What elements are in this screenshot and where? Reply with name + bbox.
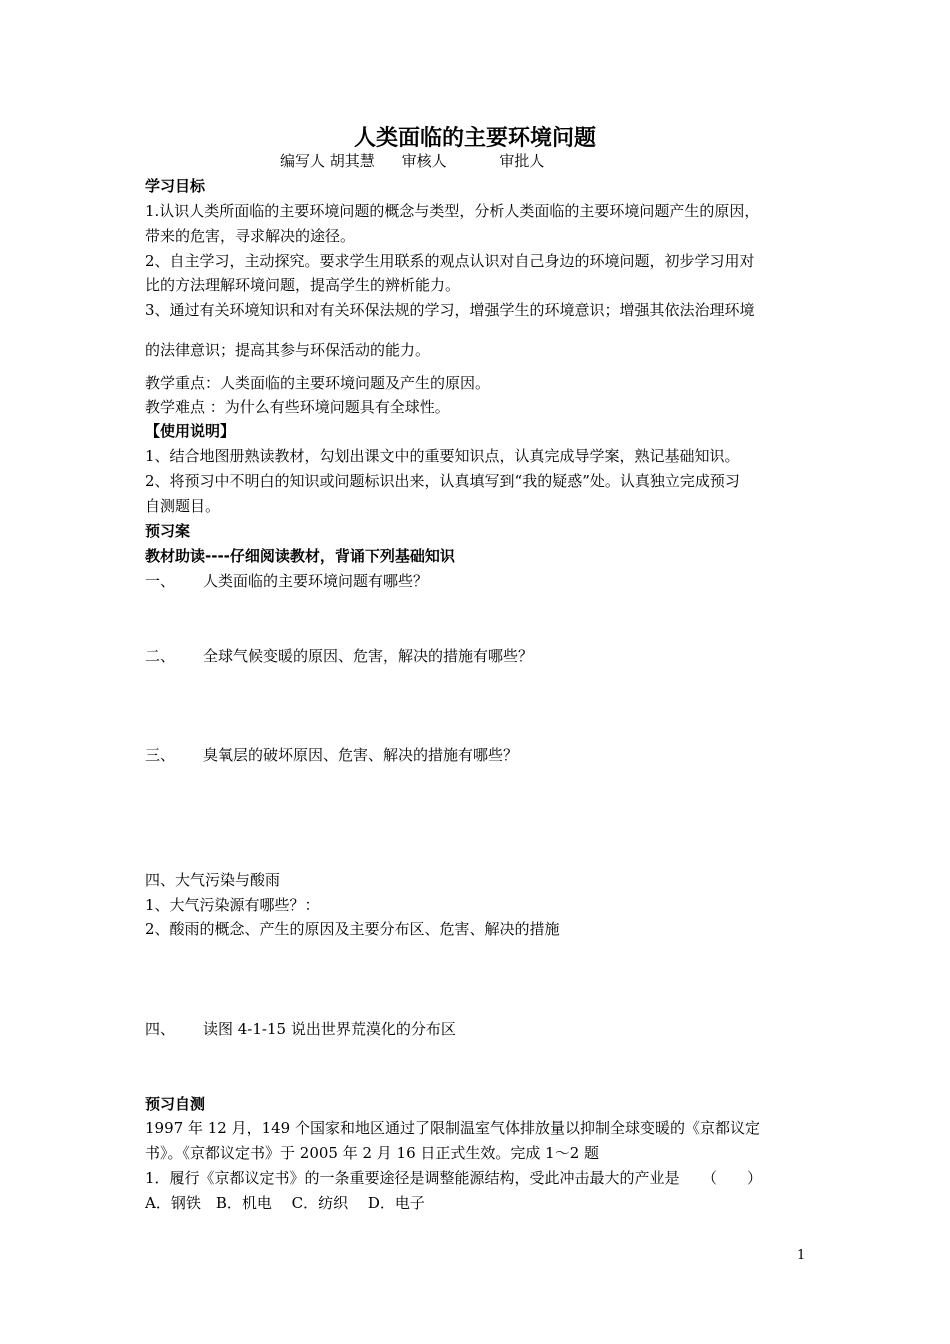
goal-1-line-1: 1.认识人类所面临的主要环境问题的概念与类型，分析人类面临的主要环境问题产生的原因， (145, 202, 760, 220)
preview-subheading: 教材助读----仔细阅读教材，背诵下列基础知识 (145, 547, 455, 565)
teaching-difficulty: 教学难点 ：为什么有些环境问题具有全球性。 (145, 398, 450, 416)
question-3-number: 三、 (145, 746, 176, 764)
question-3 (145, 745, 518, 765)
preview-heading: 预习案 (145, 522, 191, 540)
approver-label: 审批人 (499, 152, 545, 170)
question-4-1: 1、大气污染源有哪些？： (145, 896, 320, 914)
selftest-question-1: 1．履行《京都议定书》的一条重要途径是调整能源结构，受此冲击最大的产业是 （ ） (145, 1169, 763, 1187)
selftest-intro-line-1: 1997 年 12 月，149 个国家和地区通过了限制温室气体排放量以抑制全球变暖的《京都议定 (145, 1119, 760, 1137)
question-2 (145, 646, 533, 666)
question-5-text: 读图 4-1-15 说出世界荒漠化的分布区 (203, 1020, 456, 1038)
goal-3-line-1: 3、通过有关环境知识和对有关环保法规的学习，增强学生的环境意识；增强其依法治理环境 (145, 301, 755, 319)
goals-heading: 学习目标 (145, 177, 206, 195)
usage-1: 1、结合地图册熟读教材，勾划出课文中的重要知识点，认真完成导学案，熟记基础知识。 (145, 447, 740, 465)
selftest-question-1-options: A．钢铁 B．机电 C．纺织 D．电子 (145, 1194, 425, 1212)
question-1-number: 一、 (145, 572, 176, 590)
authors-line (280, 150, 566, 171)
editor-label: 编写人 胡其慧 (280, 152, 375, 170)
question-1-text: 人类面临的主要环境问题有哪些？ (203, 572, 429, 590)
question-4-2: 2、酸雨的概念、产生的原因及主要分布区、危害、解决的措施 (145, 920, 560, 938)
reviewer-label: 审核人 (401, 152, 447, 170)
teaching-focus: 教学重点：人类面临的主要环境问题及产生的原因。 (145, 374, 491, 392)
question-2-text: 全球气候变暖的原因、危害，解决的措施有哪些？ (203, 647, 534, 665)
page-number: 1 (797, 1248, 806, 1263)
usage-heading: 【使用说明】 (145, 422, 236, 440)
goal-2-line-1: 2、自主学习，主动探究。要求学生用联系的观点认识对自己身边的环境问题，初步学习用对 (145, 252, 755, 270)
question-5 (145, 1019, 456, 1039)
selftest-intro-line-2: 书》。《京都议定书》于 2005 年 2 月 16 日正式生效。完成 1～2 题 (145, 1144, 600, 1162)
question-4-heading: 四、大气污染与酸雨 (145, 871, 281, 889)
question-3-text: 臭氧层的破坏原因、危害、解决的措施有哪些？ (203, 746, 519, 764)
question-1 (145, 571, 428, 591)
question-5-number: 四、 (145, 1020, 176, 1038)
goal-3-line-2: 的法律意识；提高其参与环保活动的能力。 (145, 341, 431, 359)
selftest-heading: 预习自测 (145, 1095, 206, 1113)
goal-2-line-2: 比的方法理解环境问题，提高学生的辨析能力。 (145, 276, 461, 294)
page-title: 人类面临的主要环境问题 (353, 126, 596, 151)
question-2-number: 二、 (145, 647, 176, 665)
goal-1-line-2: 带来的危害，寻求解决的途径。 (145, 227, 356, 245)
usage-2-line-2: 自测题目。 (145, 497, 221, 515)
usage-2-line-1: 2、将预习中不明白的知识或问题标识出来，认真填写到“我的疑惑”处。认真独立完成预习 (145, 472, 740, 490)
